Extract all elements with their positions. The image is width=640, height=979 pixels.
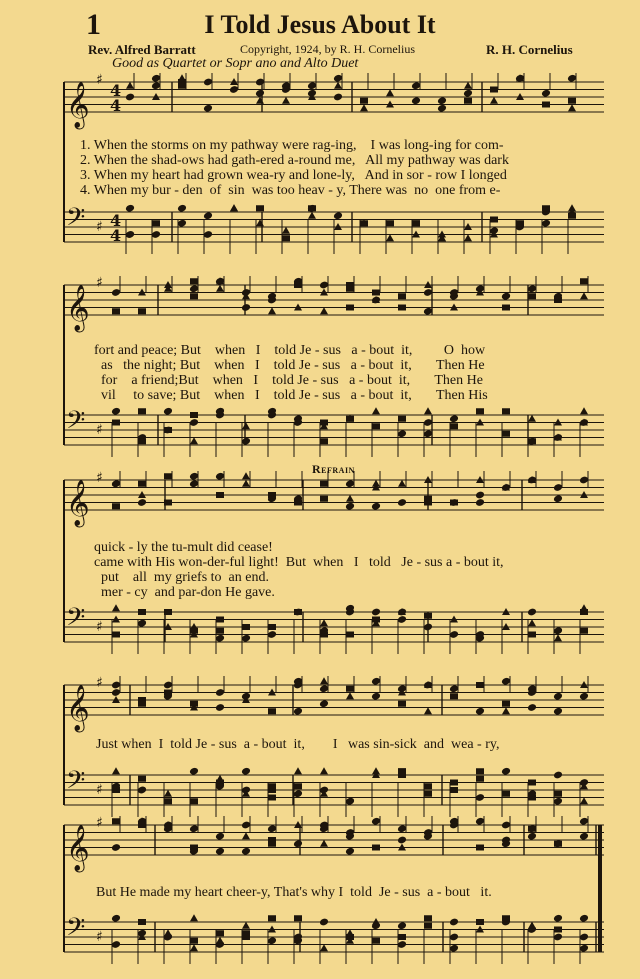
system1-treble-note-head bbox=[282, 97, 290, 104]
system5-bass-note-head bbox=[553, 914, 563, 923]
system3-bass-note-head bbox=[554, 634, 562, 641]
system3-treble-note-head bbox=[345, 502, 355, 511]
system3-treble-note-head bbox=[216, 492, 224, 498]
system4-treble-note-head bbox=[424, 707, 432, 714]
system4-treble-note-head bbox=[476, 682, 484, 688]
system1-treble-note-head bbox=[360, 98, 368, 104]
system5-bass-note-head bbox=[190, 914, 198, 921]
system2-treble-note-head bbox=[164, 285, 172, 292]
system1-bass-note-head bbox=[307, 204, 317, 213]
system3-treble-note-head bbox=[397, 498, 407, 507]
system2-bass-note-head bbox=[242, 422, 250, 429]
system3-treble-note-head bbox=[242, 480, 250, 487]
system5-bass-note-head bbox=[502, 915, 510, 921]
key-signature-sharp-icon: ♯ bbox=[96, 675, 103, 691]
system5-treble-note-head bbox=[527, 832, 537, 841]
system1-bass-note-head bbox=[333, 211, 343, 220]
system1-treble-note-head bbox=[360, 104, 368, 111]
system3-bass-note-head bbox=[371, 608, 381, 617]
system1-treble-note-head bbox=[464, 82, 472, 89]
system5-treble-note-head bbox=[476, 845, 484, 851]
system1-bass-note-head bbox=[308, 212, 316, 219]
lyric-line: Just when I told Je - sus a - bout it, I was sin-sick and wea - ry, bbox=[96, 737, 500, 752]
system1-treble-note-head bbox=[542, 102, 550, 108]
system4-bass-note-head bbox=[294, 783, 302, 789]
system3-bass-note-head bbox=[138, 609, 146, 615]
system2-treble-note-head bbox=[501, 292, 511, 301]
system1-bass-note-head bbox=[568, 213, 576, 219]
system1-treble-note-head bbox=[334, 82, 342, 89]
system2-bass-note-head bbox=[502, 408, 510, 414]
system3-bass-note-head bbox=[580, 604, 588, 611]
system5-treble-note-head bbox=[553, 839, 563, 848]
system1-bass-time-signature-bottom: 4 bbox=[110, 226, 122, 245]
system1-treble-note-head bbox=[568, 104, 576, 111]
system2-bass-note-head bbox=[476, 408, 484, 414]
system3-bass-note-head bbox=[112, 632, 120, 638]
system3-treble-note-head bbox=[242, 472, 250, 479]
system1-bass-note-head bbox=[464, 234, 472, 241]
bass-clef-icon: 𝄢 bbox=[66, 203, 86, 238]
system4-bass-note-head bbox=[424, 791, 432, 797]
system2-bass-note-head bbox=[163, 407, 173, 416]
system4-treble-note-head bbox=[475, 707, 485, 716]
system1-treble-time-signature-top: 4 bbox=[110, 81, 122, 100]
treble-clef-icon: 𝄞 bbox=[66, 685, 90, 731]
system4-treble-note-head bbox=[320, 677, 328, 684]
system3-bass-note-head bbox=[293, 608, 303, 617]
system2-treble-note-head bbox=[112, 308, 120, 314]
treble-clef-icon: 𝄞 bbox=[66, 825, 90, 871]
system3-bass-note-head bbox=[528, 632, 536, 638]
system4-bass-note-head bbox=[216, 775, 224, 782]
system2-bass-note-head bbox=[502, 431, 510, 437]
system5-bass-note-head bbox=[190, 944, 198, 951]
system5-treble-note-head bbox=[397, 836, 407, 845]
system3-treble-note-head bbox=[450, 500, 458, 506]
system2-treble-note-head bbox=[502, 305, 510, 311]
system2-bass-note-head bbox=[528, 415, 536, 422]
lyric-line: 3. When my heart had grown wea-ry and lone-ly, And in sor - row I longed bbox=[80, 168, 507, 183]
system3-treble-note-head bbox=[475, 498, 485, 507]
treble-clef-icon: 𝄞 bbox=[66, 285, 90, 331]
system3-bass-note-head bbox=[320, 619, 328, 626]
system1-bass-note-head bbox=[490, 217, 498, 223]
system5-treble-note-head bbox=[242, 832, 250, 839]
system2-bass-note-head bbox=[320, 420, 328, 426]
system2-bass-note-head bbox=[398, 416, 406, 422]
system5-treble-note-head bbox=[579, 832, 589, 841]
treble-clef-icon: 𝄞 bbox=[66, 82, 90, 128]
system2-bass-note-head bbox=[424, 407, 432, 414]
system1-bass-note-head bbox=[203, 211, 213, 220]
system5-bass-note-head bbox=[268, 915, 276, 921]
system2-bass-note-head bbox=[450, 423, 458, 429]
system4-bass-note-head bbox=[268, 795, 276, 801]
system3-treble-note-head bbox=[372, 480, 380, 487]
system1-bass-note-head bbox=[177, 204, 187, 213]
system5-bass-note-head bbox=[372, 938, 380, 944]
system2-treble-note-head bbox=[371, 296, 381, 305]
system1-treble-note-head bbox=[437, 96, 447, 105]
system3-treble-note-head bbox=[346, 495, 354, 502]
system5-bass-note-head bbox=[294, 915, 302, 921]
system4-treble-note-head bbox=[319, 699, 329, 708]
key-signature-sharp-icon: ♯ bbox=[96, 815, 103, 831]
system1-treble-note-head bbox=[333, 93, 343, 102]
system3-treble-note-head bbox=[138, 481, 146, 487]
composer-credit: R. H. Cornelius bbox=[486, 42, 573, 57]
system4-treble-note-head bbox=[346, 686, 354, 692]
system2-treble-note-head bbox=[241, 303, 251, 312]
system3-bass-note-head bbox=[527, 608, 537, 617]
key-signature-sharp-icon: ♯ bbox=[96, 619, 103, 635]
system3-treble-note-head bbox=[164, 473, 172, 479]
lyric-line: vil to save; But when I told Je - sus a - bout it, Then His bbox=[94, 388, 488, 403]
system5-bass-note-head bbox=[346, 929, 354, 936]
system1-bass-time-signature-top: 4 bbox=[110, 211, 122, 230]
hymn-number: 1 bbox=[86, 8, 101, 41]
system3-bass-note-head bbox=[346, 632, 354, 638]
system2-treble-note-head bbox=[398, 293, 406, 299]
system3-treble-note-head bbox=[553, 494, 563, 503]
lyric-line: quick - ly the tu-mult did cease! bbox=[94, 540, 273, 555]
system5-bass-note-head bbox=[242, 922, 250, 929]
lyric-line: 2. When the shad-ows had gath-ered a-round me, All my pathway was dark bbox=[80, 153, 509, 168]
system5-bass-note-head bbox=[398, 934, 406, 940]
performance-note: Good as Quartet or Sopr ano and Alto Duet bbox=[112, 56, 359, 71]
system1-treble-note-head bbox=[203, 104, 213, 113]
system4-treble-note-head bbox=[241, 692, 251, 701]
system5-bass-note-head bbox=[528, 922, 536, 929]
system4-treble-note-head bbox=[215, 703, 225, 712]
system1-treble-note-head bbox=[125, 93, 135, 102]
system4-bass-note-head bbox=[241, 767, 251, 776]
lyric-line: as the night; But when I told Je - sus a - bout it, Then He bbox=[94, 358, 485, 373]
system4-bass-note-head bbox=[424, 783, 432, 789]
system5-bass-note-head bbox=[554, 927, 562, 933]
system3-bass-note-head bbox=[112, 604, 120, 611]
system1-treble-note-head bbox=[464, 98, 472, 104]
bass-clef-icon: 𝄢 bbox=[66, 913, 86, 948]
system3-treble-note-head bbox=[112, 503, 120, 509]
lyric-line: But He made my heart cheer-y, That's why I told Je - sus a - bout it. bbox=[96, 885, 492, 900]
system4-treble-note-head bbox=[502, 707, 510, 714]
system2-bass-note-head bbox=[138, 408, 146, 414]
system4-treble-note-head bbox=[553, 707, 563, 716]
copyright-notice: Copyright, 1924, by R. H. Cornelius bbox=[240, 42, 416, 56]
system3-bass-note-head bbox=[528, 619, 536, 626]
lyric-line: 4. When my bur - den of sin was too heav - y, There was no one from e- bbox=[80, 183, 501, 198]
system4-treble-note-head bbox=[553, 692, 563, 701]
system5-bass-note-head bbox=[424, 923, 432, 929]
key-signature-sharp-icon: ♯ bbox=[96, 782, 103, 798]
system3-treble-note-head bbox=[320, 481, 328, 487]
system3-bass-note-head bbox=[216, 628, 224, 634]
system5-treble-note-head bbox=[372, 845, 380, 851]
system5-bass-note-head bbox=[476, 919, 484, 925]
key-signature-sharp-icon: ♯ bbox=[96, 470, 103, 486]
system1-bass-note-head bbox=[152, 220, 160, 226]
system5-treble-note-head bbox=[293, 839, 303, 848]
system3-bass-note-head bbox=[268, 624, 276, 630]
system5-bass-note-head bbox=[111, 914, 121, 923]
system4-treble-note-head bbox=[138, 701, 146, 707]
system4-bass-note-head bbox=[553, 771, 563, 780]
system4-treble-note-head bbox=[527, 703, 537, 712]
system1-treble-note-head bbox=[386, 89, 394, 96]
system5-bass-note-head bbox=[320, 944, 328, 951]
key-signature-sharp-icon: ♯ bbox=[96, 929, 103, 945]
system2-treble-note-head bbox=[528, 293, 536, 299]
system2-treble-note-head bbox=[190, 278, 198, 284]
system5-bass-note-head bbox=[424, 915, 432, 921]
system3-bass-note-head bbox=[242, 624, 250, 630]
system4-bass-note-head bbox=[294, 767, 302, 774]
key-signature-sharp-icon: ♯ bbox=[96, 275, 103, 291]
system3-bass-note-head bbox=[424, 613, 432, 619]
system2-treble-note-head bbox=[268, 307, 276, 314]
system3-treble-note-head bbox=[475, 491, 485, 500]
system5-bass-note-head bbox=[371, 921, 381, 930]
key-signature-sharp-icon: ♯ bbox=[96, 219, 103, 235]
system1-bass-note-head bbox=[282, 235, 290, 241]
system2-treble-note-head bbox=[216, 285, 224, 292]
system2-bass-note-head bbox=[190, 412, 198, 418]
system4-bass-note-head bbox=[501, 767, 511, 776]
system2-treble-note-head bbox=[580, 278, 588, 284]
system5-bass-note-head bbox=[190, 938, 198, 944]
system4-treble-note-head bbox=[346, 692, 354, 699]
system5-bass-note-head bbox=[319, 918, 329, 927]
system4-bass-note-head bbox=[112, 787, 120, 793]
system3-treble-note-head bbox=[398, 480, 406, 487]
system3-treble-note-head bbox=[424, 500, 432, 506]
system2-treble-note-head bbox=[294, 282, 302, 288]
system4-bass-note-head bbox=[502, 791, 510, 797]
system1-bass-note-head bbox=[256, 219, 264, 226]
system2-bass-note-head bbox=[111, 407, 121, 416]
system4-bass-note-head bbox=[450, 780, 458, 786]
system3-treble-note-head bbox=[371, 502, 381, 511]
system4-bass-note-head bbox=[398, 772, 406, 778]
lyric-line: came with His won-der-ful light! But when I told Je - sus a - bout it, bbox=[94, 555, 504, 570]
system4-bass-note-head bbox=[580, 797, 588, 804]
system3-treble-note-head bbox=[164, 500, 172, 506]
system4-bass-note-head bbox=[372, 767, 380, 774]
system1-treble-note-head bbox=[256, 97, 264, 104]
author-credit: Rev. Alfred Barratt bbox=[88, 42, 196, 57]
system4-treble-note-head bbox=[190, 701, 198, 707]
system4-bass-note-head bbox=[190, 798, 198, 804]
system1-treble-note-head bbox=[490, 97, 498, 104]
system4-bass-note-head bbox=[189, 767, 199, 776]
system4-treble-note-head bbox=[398, 701, 406, 707]
system3-bass-note-head bbox=[164, 609, 172, 615]
system1-treble-note-head bbox=[490, 87, 498, 93]
system2-bass-note-head bbox=[528, 438, 536, 444]
system5-treble-note-head bbox=[241, 847, 251, 856]
system2-bass-note-head bbox=[112, 420, 120, 426]
system1-treble-note-head bbox=[178, 79, 186, 85]
system5-treble-note-head bbox=[215, 832, 225, 841]
system4-treble-note-head bbox=[579, 692, 589, 701]
system4-bass-note-head bbox=[164, 790, 172, 797]
system4-bass-note-head bbox=[164, 798, 172, 804]
system1-treble-note-head bbox=[126, 82, 134, 89]
system5-treble-note-head bbox=[112, 818, 120, 824]
system4-treble-note-head bbox=[502, 701, 510, 707]
system2-bass-note-head bbox=[190, 437, 198, 444]
system5-bass-note-head bbox=[216, 930, 224, 936]
system1-treble-note-head bbox=[255, 89, 265, 98]
system3-treble-note-head bbox=[320, 496, 328, 502]
bass-clef-icon: 𝄢 bbox=[66, 603, 86, 638]
system4-bass-note-head bbox=[528, 795, 536, 801]
system5-bass-note-head bbox=[397, 921, 407, 930]
treble-clef-icon: 𝄞 bbox=[66, 480, 90, 526]
system5-treble-note-head bbox=[215, 847, 225, 856]
system1-treble-time-signature-bottom: 4 bbox=[110, 96, 122, 115]
system5-bass-note-head bbox=[242, 934, 250, 940]
system1-bass-note-head bbox=[412, 220, 420, 226]
system2-bass-note-head bbox=[372, 423, 380, 429]
system1-treble-note-head bbox=[568, 98, 576, 104]
system2-treble-note-head bbox=[580, 292, 588, 299]
system1-bass-note-head bbox=[125, 204, 135, 213]
system2-treble-note-head bbox=[190, 293, 198, 299]
system4-bass-note-head bbox=[268, 787, 276, 793]
system2-bass-note-head bbox=[449, 414, 459, 423]
system4-bass-note-head bbox=[528, 780, 536, 786]
key-signature-sharp-icon: ♯ bbox=[96, 72, 103, 88]
system4-bass-note-head bbox=[138, 776, 146, 782]
system4-bass-note-head bbox=[112, 767, 120, 774]
lyric-line: mer - cy and par-don He gave. bbox=[94, 585, 275, 600]
system2-treble-note-head bbox=[320, 307, 328, 314]
system1-bass-note-head bbox=[282, 227, 290, 234]
system1-bass-note-head bbox=[256, 205, 264, 211]
lyric-line: 1. When the storms on my pathway were rag-ing, I was long-ing for com- bbox=[80, 138, 504, 153]
system1-bass-note-head bbox=[386, 234, 394, 241]
system2-bass-note-head bbox=[372, 407, 380, 414]
system4-bass-note-head bbox=[476, 768, 484, 774]
system4-treble-note-head bbox=[164, 690, 172, 696]
system2-treble-note-head bbox=[346, 282, 354, 288]
lyric-line: fort and peace; But when I told Je - sus a - bout it, O how bbox=[94, 343, 486, 358]
system5-treble-note-head bbox=[268, 837, 276, 843]
key-signature-sharp-icon: ♯ bbox=[96, 422, 103, 438]
system3-bass-note-head bbox=[216, 617, 224, 623]
system4-bass-note-head bbox=[450, 787, 458, 793]
system4-treble-note-head bbox=[293, 707, 303, 716]
system5-bass-note-head bbox=[579, 914, 589, 923]
system2-bass-note-head bbox=[580, 407, 588, 414]
system4-treble-note-head bbox=[268, 708, 276, 714]
system3-bass-note-head bbox=[190, 628, 198, 634]
system1-bass-note-head bbox=[386, 220, 394, 226]
system1-treble-note-head bbox=[541, 89, 551, 98]
system1-treble-note-head bbox=[437, 104, 447, 113]
system4-bass-note-head bbox=[476, 776, 484, 782]
system3-treble-note-head bbox=[137, 498, 147, 507]
system4-treble-note-head bbox=[450, 693, 458, 699]
lyric-line: put all my griefs to an end. bbox=[94, 570, 269, 585]
system5-bass-note-head bbox=[138, 919, 146, 925]
system5-bass-note-head bbox=[216, 937, 224, 944]
bass-clef-icon: 𝄢 bbox=[66, 406, 86, 441]
system2-bass-note-head bbox=[138, 438, 146, 444]
system4-bass-note-head bbox=[554, 791, 562, 797]
system2-treble-note-head bbox=[372, 290, 380, 296]
system1-bass-note-head bbox=[230, 204, 238, 211]
system5-treble-note-head bbox=[345, 847, 355, 856]
system5-treble-note-head bbox=[320, 840, 328, 847]
system2-treble-note-head bbox=[398, 305, 406, 311]
system4-treble-note-head bbox=[371, 692, 381, 701]
system5-treble-note-head bbox=[111, 843, 121, 852]
system1-bass-note-head bbox=[542, 205, 550, 211]
lyric-line: for a friend;But when I told Je - sus a - bout it, Then He bbox=[94, 373, 483, 388]
system3-bass-note-head bbox=[580, 628, 588, 634]
system2-treble-note-head bbox=[138, 308, 146, 314]
system1-treble-note-head bbox=[463, 89, 473, 98]
system2-bass-note-head bbox=[320, 438, 328, 444]
system2-treble-note-head bbox=[346, 305, 354, 311]
refrain-label: Refrain bbox=[312, 462, 355, 476]
system4-bass-note-head bbox=[320, 767, 328, 774]
system5-bass-note-head bbox=[449, 918, 459, 927]
hymn-title: I Told Jesus About It bbox=[204, 10, 436, 39]
system1-treble-note-head bbox=[411, 96, 421, 105]
bass-clef-icon: 𝄢 bbox=[66, 766, 86, 801]
